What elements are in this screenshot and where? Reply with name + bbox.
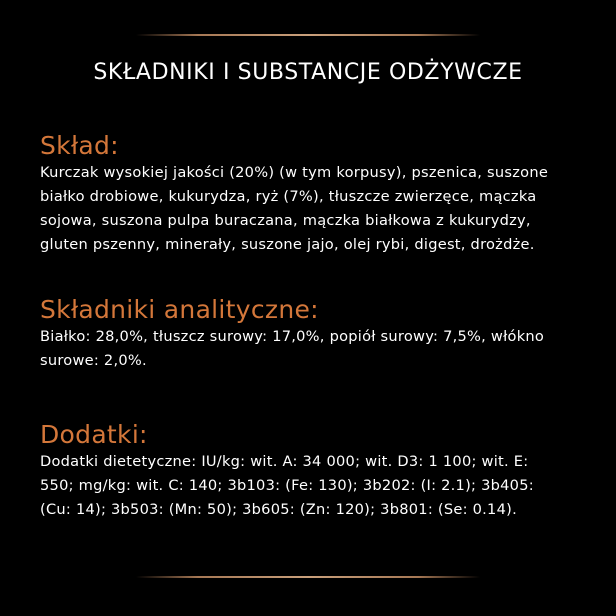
text-line: Dodatki dietetyczne: IU/kg: wit. A: 34 000; wit. D3: 1 100; wit. E:: [40, 453, 529, 470]
text-line: sojowa, suszona pulpa buraczana, mączka białkowa z kukurydzy,: [40, 212, 531, 229]
section-heading-composition: Skład:: [40, 131, 119, 160]
text-line: (Cu: 14); 3b503: (Mn: 50); 3b605: (Zn: 120); 3b801: (Se: 0.14).: [40, 501, 517, 518]
section-composition: [40, 131, 592, 257]
section-additives: [40, 420, 592, 522]
composition-text: [40, 161, 592, 257]
additives-text: [40, 450, 592, 522]
text-line: białko drobiowe, kukurydza, ryż (7%), tłuszcze zwierzęce, mączka: [40, 188, 537, 205]
section-heading-analytical: Składniki analityczne:: [40, 295, 319, 324]
page-title: SKŁADNIKI I SUBSTANCJE ODŻYWCZE: [93, 60, 523, 85]
text-line: gluten pszenny, minerały, suszone jajo, olej rybi, digest, drożdże.: [40, 236, 535, 253]
text-line: surowe: 2,0%.: [40, 352, 147, 369]
text-line: Kurczak wysokiej jakości (20%) (w tym korpusy), pszenica, suszone: [40, 164, 549, 181]
bottom-divider: [136, 576, 480, 578]
section-heading-additives: Dodatki:: [40, 420, 148, 449]
text-line: 550; mg/kg: wit. C: 140; 3b103: (Fe: 130); 3b202: (I: 2.1); 3b405:: [40, 477, 534, 494]
top-divider: [136, 34, 480, 36]
section-analytical: [40, 295, 592, 373]
text-line: Białko: 28,0%, tłuszcz surowy: 17,0%, popiół surowy: 7,5%, włókno: [40, 328, 545, 345]
analytical-text: [40, 325, 592, 373]
